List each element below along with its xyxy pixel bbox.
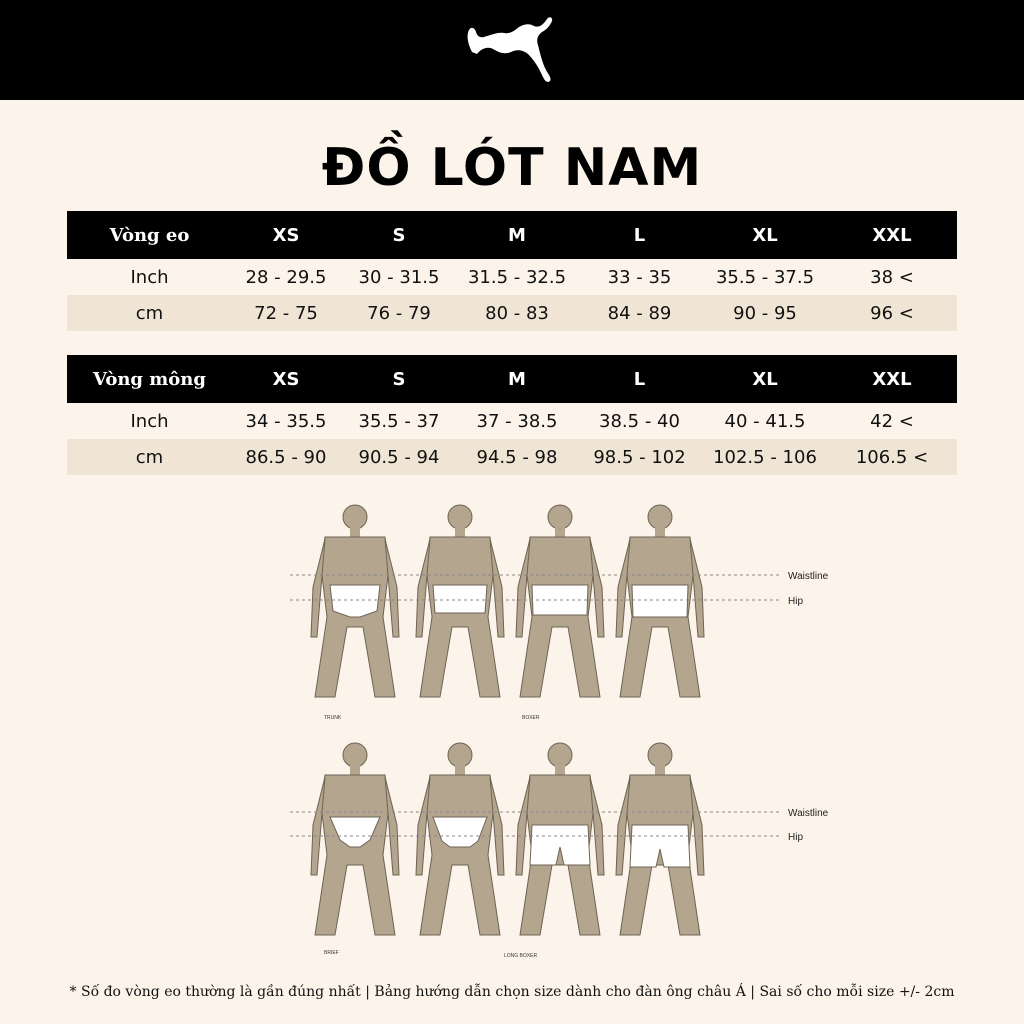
table-cell: 86.5 - 90 bbox=[232, 439, 340, 475]
table-cell: 102.5 - 106 bbox=[703, 439, 827, 475]
table-row bbox=[67, 439, 957, 475]
footnote: * Số đo vòng eo thường là gần đúng nhất | Bảng hướng dẫn chọn size dành cho đàn ông châu Á | Sai số cho mỗi size +/- 2cm bbox=[69, 984, 955, 1000]
unit-label: cm bbox=[67, 439, 232, 475]
table-header-row bbox=[67, 355, 957, 403]
waist-size-table bbox=[67, 211, 957, 331]
table-label: Vòng mông bbox=[67, 355, 232, 403]
hip-label: Hip bbox=[788, 832, 804, 843]
waistline-label: Waistline bbox=[788, 571, 829, 582]
style-label: LONG BOXER bbox=[504, 953, 538, 959]
unit-label: cm bbox=[67, 295, 232, 331]
table-cell: 37 - 38.5 bbox=[458, 403, 576, 439]
size-header: S bbox=[340, 211, 458, 259]
body-measurement-diagram bbox=[280, 495, 850, 970]
size-header: XXL bbox=[827, 355, 957, 403]
table-cell: 34 - 35.5 bbox=[232, 403, 340, 439]
size-header: XL bbox=[703, 355, 827, 403]
table-cell: 42 < bbox=[827, 403, 957, 439]
table-row bbox=[67, 403, 957, 439]
unit-label: Inch bbox=[67, 403, 232, 439]
table-row bbox=[67, 259, 957, 295]
table-cell: 106.5 < bbox=[827, 439, 957, 475]
size-header: XL bbox=[703, 211, 827, 259]
size-header: XS bbox=[232, 355, 340, 403]
table-cell: 98.5 - 102 bbox=[576, 439, 703, 475]
table-label: Vòng eo bbox=[67, 211, 232, 259]
size-header: M bbox=[458, 355, 576, 403]
puma-logo-icon bbox=[460, 8, 560, 88]
size-header: XXL bbox=[827, 211, 957, 259]
size-header: L bbox=[576, 355, 703, 403]
underwear-trunk bbox=[433, 585, 487, 613]
table-cell: 84 - 89 bbox=[576, 295, 703, 331]
style-label: BRIEF bbox=[324, 950, 339, 956]
header-bar bbox=[0, 0, 1024, 100]
table-cell: 96 < bbox=[827, 295, 957, 331]
table-cell: 35.5 - 37 bbox=[340, 403, 458, 439]
hip-label: Hip bbox=[788, 596, 804, 607]
table-cell: 80 - 83 bbox=[458, 295, 576, 331]
underwear-boxer bbox=[632, 585, 688, 617]
table-cell: 33 - 35 bbox=[576, 259, 703, 295]
table-cell: 76 - 79 bbox=[340, 295, 458, 331]
table-cell: 28 - 29.5 bbox=[232, 259, 340, 295]
style-label: TRUNK bbox=[324, 715, 342, 721]
table-row bbox=[67, 295, 957, 331]
unit-label: Inch bbox=[67, 259, 232, 295]
waistline-label: Waistline bbox=[788, 808, 829, 819]
size-header: L bbox=[576, 211, 703, 259]
table-cell: 38 < bbox=[827, 259, 957, 295]
table-cell: 72 - 75 bbox=[232, 295, 340, 331]
style-label: BOXER bbox=[522, 715, 540, 721]
hip-size-table bbox=[67, 355, 957, 475]
size-header: XS bbox=[232, 211, 340, 259]
table-cell: 90.5 - 94 bbox=[340, 439, 458, 475]
table-cell: 40 - 41.5 bbox=[703, 403, 827, 439]
table-cell: 35.5 - 37.5 bbox=[703, 259, 827, 295]
table-header-row bbox=[67, 211, 957, 259]
table-cell: 30 - 31.5 bbox=[340, 259, 458, 295]
table-cell: 90 - 95 bbox=[703, 295, 827, 331]
underwear-trunk bbox=[330, 585, 380, 617]
table-cell: 38.5 - 40 bbox=[576, 403, 703, 439]
page-title: ĐỒ LÓT NAM bbox=[321, 138, 703, 198]
size-header: M bbox=[458, 211, 576, 259]
table-cell: 94.5 - 98 bbox=[458, 439, 576, 475]
size-header: S bbox=[340, 355, 458, 403]
table-cell: 31.5 - 32.5 bbox=[458, 259, 576, 295]
